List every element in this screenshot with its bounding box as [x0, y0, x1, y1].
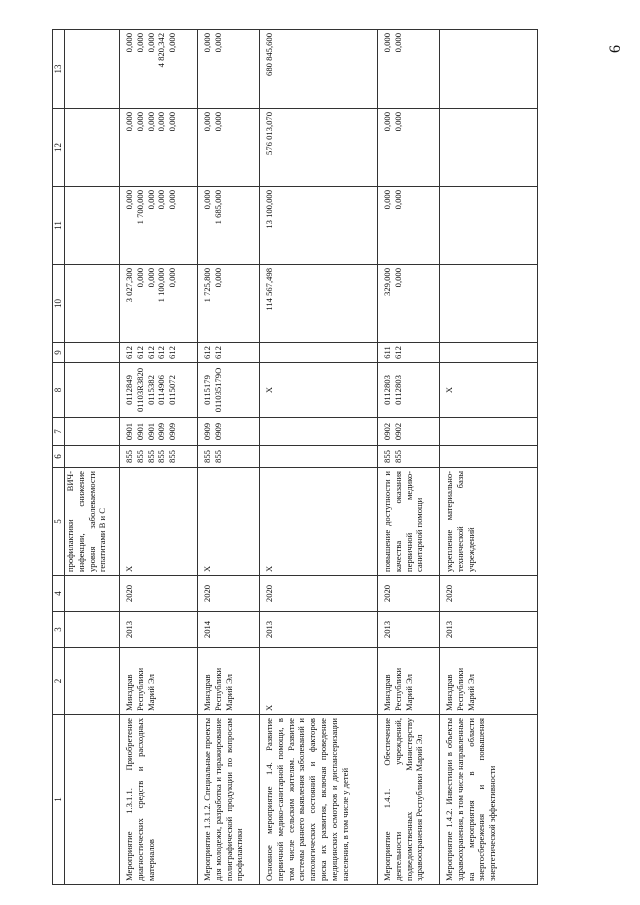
- expected-result: Х: [260, 468, 378, 576]
- executor: Минздрав Республики Марий Эл: [198, 648, 260, 715]
- col-header: 6: [53, 446, 65, 468]
- executor: Минздрав Республики Марий Эл: [378, 648, 440, 715]
- table-row: [260, 30, 378, 885]
- executor: Минздрав Республики Марий Эл: [120, 648, 198, 715]
- amount-2016: 0,000 0,000: [378, 30, 440, 109]
- expected-result: Х: [120, 468, 198, 576]
- amount-2015: [65, 109, 120, 187]
- col-header: 8: [53, 363, 65, 418]
- expense-type-code: [440, 343, 538, 363]
- expense-type-code: [65, 343, 120, 363]
- section-code: [440, 418, 538, 446]
- amount-2016: [65, 30, 120, 109]
- expense-type-code: 612 612: [198, 343, 260, 363]
- col-header: 4: [53, 576, 65, 612]
- expense-type-code: [260, 343, 378, 363]
- executor: [65, 648, 120, 715]
- activity-name: [65, 715, 120, 885]
- amount-2013: 3 027,300 0,000 0,000 1 100,000 0,000: [120, 265, 198, 343]
- table-row: [65, 30, 120, 885]
- amount-2013: 1 725,800 0,000: [198, 265, 260, 343]
- amount-2015: 0,000 0,000: [378, 109, 440, 187]
- grbs-code: 855 855: [198, 446, 260, 468]
- table-row: [378, 30, 440, 885]
- grbs-code: 855 855 855 855 855: [120, 446, 198, 468]
- amount-2014: 0,000 1 700,000 0,000 0,000 0,000: [120, 187, 198, 265]
- start-year: 2013: [378, 612, 440, 648]
- section-code: 0909 0909: [198, 418, 260, 446]
- grbs-code: [260, 446, 378, 468]
- amount-2015: 0,000 0,000 0,000 0,000 0,000: [120, 109, 198, 187]
- amount-2013: 329,000 0,000: [378, 265, 440, 343]
- activity-name: Основное мероприятие 1.4. Развитие первичной медико-санитарной помощи, в том числе сельским жителям. Развитие системы раннего выявления заболеваний и патологических состояний и факторов риска их развития, включая проведение медицинских осмотров и диспансеризации населения, в том числе у детей: [260, 715, 378, 885]
- end-year: 2020: [120, 576, 198, 612]
- amount-2013: [65, 265, 120, 343]
- start-year: 2014: [198, 612, 260, 648]
- col-header: 2: [53, 648, 65, 715]
- expense-type-code: 612 612 612 612 612: [120, 343, 198, 363]
- budget-table: [52, 29, 538, 885]
- activity-name: Мероприятие 1.3.1.2. Специальные проекты для молодежи, разработка и тиражирование полиграфической продукции по вопросам профилактики: [198, 715, 260, 885]
- amount-2014: [440, 187, 538, 265]
- amount-2014: 13 100,000: [260, 187, 378, 265]
- end-year: 2020: [260, 576, 378, 612]
- table-row: [440, 30, 538, 885]
- amount-2014: 0,000 1 685,000: [198, 187, 260, 265]
- end-year: [65, 576, 120, 612]
- expected-result: профилактики ВИЧ-инфекции, снижение уровня заболеваемости гепатитами В и С: [65, 468, 120, 576]
- activity-name: Мероприятие 1.3.1.1. Приобретение диагностических средств и расходных материалов: [120, 715, 198, 885]
- section-code: [65, 418, 120, 446]
- start-year: 2013: [440, 612, 538, 648]
- col-header: 3: [53, 612, 65, 648]
- amount-2014: [65, 187, 120, 265]
- col-header: 1: [53, 715, 65, 885]
- section-code: [260, 418, 378, 446]
- col-header: 13: [53, 30, 65, 109]
- col-header: 10: [53, 265, 65, 343]
- grbs-code: [440, 446, 538, 468]
- target-article-code: 0115179 011035179О: [198, 363, 260, 418]
- col-header: 11: [53, 187, 65, 265]
- amount-2015: [440, 109, 538, 187]
- amount-2016: [440, 30, 538, 109]
- amount-2016: 0,000 0,000: [198, 30, 260, 109]
- rotated-page: [52, 30, 577, 885]
- amount-2014: 0,000 0,000: [378, 187, 440, 265]
- grbs-code: 855 855: [378, 446, 440, 468]
- end-year: 2020: [378, 576, 440, 612]
- target-article-code: Х: [440, 363, 538, 418]
- end-year: 2020: [198, 576, 260, 612]
- target-article-code: 0112849 01103R3820 0115382 0114906 0115072: [120, 363, 198, 418]
- target-article-code: [65, 363, 120, 418]
- end-year: 2020: [440, 576, 538, 612]
- col-header: 7: [53, 418, 65, 446]
- page-number: 6: [607, 45, 624, 53]
- amount-2016: 680 845,600: [260, 30, 378, 109]
- expense-type-code: 611 612: [378, 343, 440, 363]
- start-year: [65, 612, 120, 648]
- table-row: [198, 30, 260, 885]
- executor: Минздрав Республики Марий Эл: [440, 648, 538, 715]
- table-row: [120, 30, 198, 885]
- amount-2015: 0,000 0,000: [198, 109, 260, 187]
- section-code: 0902 0902: [378, 418, 440, 446]
- executor: Х: [260, 648, 378, 715]
- section-code: 0901 0901 0901 0909 0909: [120, 418, 198, 446]
- target-article-code: Х: [260, 363, 378, 418]
- amount-2013: [440, 265, 538, 343]
- col-header: 9: [53, 343, 65, 363]
- expected-result: укрепление материально-технической базы учреждений: [440, 468, 538, 576]
- start-year: 2013: [120, 612, 198, 648]
- col-header: 5: [53, 468, 65, 576]
- grbs-code: [65, 446, 120, 468]
- amount-2013: 114 567,498: [260, 265, 378, 343]
- activity-name: Мероприятие 1.4.2. Инвестиции в объекты здравоохранения, в том числе направленные на мероприятия в области энергосбережения и повышения энергетической эффективности: [440, 715, 538, 885]
- col-header: 12: [53, 109, 65, 187]
- amount-2015: 576 013,070: [260, 109, 378, 187]
- header-row: [53, 30, 65, 885]
- start-year: 2013: [260, 612, 378, 648]
- activity-name: Мероприятие 1.4.1. Обеспечение деятельности учреждений, подведомственных Министерству здравоохранения Республики Марий Эл: [378, 715, 440, 885]
- expected-result: Х: [198, 468, 260, 576]
- expected-result: повышение доступности и качества оказания первичной медико-санитарной помощи: [378, 468, 440, 576]
- target-article-code: 0112803 0112803: [378, 363, 440, 418]
- amount-2016: 0,000 0,000 0,000 4 820,342 0,000: [120, 30, 198, 109]
